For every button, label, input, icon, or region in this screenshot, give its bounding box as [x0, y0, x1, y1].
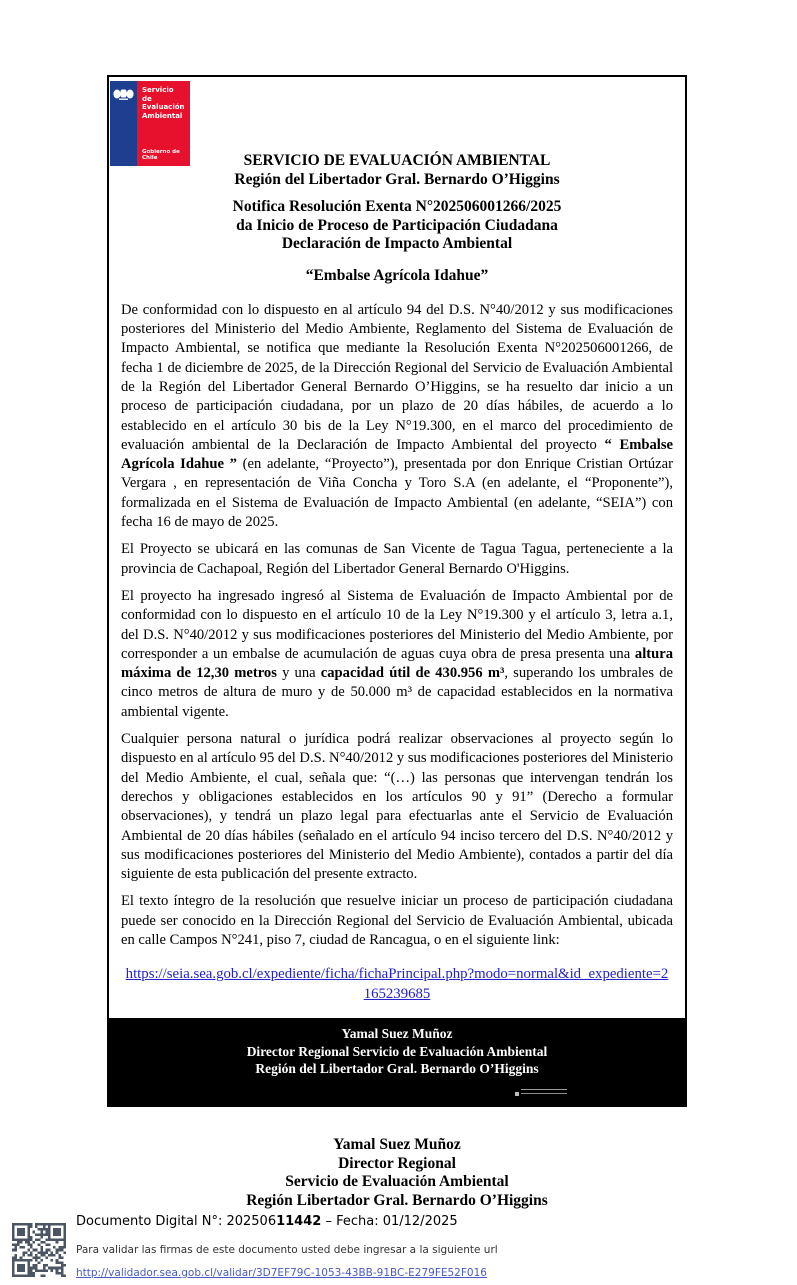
logo-service-name: Servicio de Evaluación Ambiental [142, 86, 185, 120]
validation-instruction: Para validar las firmas de este documento usted debe ingresar a la siguiente url [76, 1244, 498, 1256]
project-title: “Embalse Agrícola Idahue” [305, 266, 489, 284]
paragraph-5: El texto íntegro de la resolución que resuelve iniciar un proceso de participación ciudadana puede ser conocido en la Dirección Regional del Servicio de Evaluación Ambiental, ubicada en calle Campos N°241, piso 7, ciudad de Rancagua, o en el siguiente link: [121, 893, 673, 948]
logo-government-label: Gobierno de Chile [142, 149, 180, 161]
signer-org: Servicio de Evaluación Ambiental [285, 1173, 509, 1191]
paragraph-2: El Proyecto se ubicará en las comunas de San Vicente de Tagua Tagua, perteneciente a la provincia de Cachapoal, Región del Libertador General Bernardo O'Higgins. [121, 541, 673, 577]
qr-code [12, 1221, 66, 1279]
notice-line-3: Declaración de Impacto Ambiental [281, 235, 513, 253]
signature-block [107, 1136, 687, 1210]
signature-box-title: Director Regional Servicio de Evaluación Ambiental [246, 1043, 548, 1059]
logo-red-block [137, 81, 190, 166]
paragraph-1: De conformidad con lo dispuesto en al artículo 94 del D.S. N°40/2012 y sus modificaciones posteriores del Ministerio del Medio Ambiente, Reglamento del Sistema de Evaluación de Impacto Ambiental, se notifica que mediante la Resolución Exenta N°202506001266, de fecha 1 de diciembre de 2025, de la Dirección Regional del Servicio de Evaluación Ambiental de la Región del Libertador General Bernardo O’Higgins, se ha resuelto dar inicio a un proceso de participación ciudadana, por un plazo de 20 días hábiles, de acuerdo a lo establecido en el artículo 30 bis de la Ley N°19.300, en el marco del procedimiento de evaluación ambiental de la Declaración de Impacto Ambiental del proyecto “ Embalse Agrícola Idahue ” (en adelante, “Proyecto”), presentada por don Enrique Cristian Ortúzar Vergara , en representación de Viña Concha y Toro S.A (en adelante, el “Proponente”), formalizada en el Sistema de Evaluación de Impacto Ambiental (en adelante, “SEIA”) con fecha 16 de mayo de 2025. [121, 301, 673, 531]
paragraph-3: El proyecto ha ingresado ingresó al Sistema de Evaluación de Impacto Ambiental por de conformidad con lo dispuesto en el artículo 10 de la Ley N°19.300 y el artículo 3, letra a.1, del D.S. N°40/2012 y sus modificaciones posteriores del Ministerio del Medio Ambiente, por corresponder a un embalse de acumulación de aguas cuya obra de presa presenta una altura máxima de 12,30 metros y una capacidad útil de 430.956 m³, superando los umbrales de cinco metros de altura de muro y de 50.000 m³ de capacidad establecidos en la normativa ambiental vigente. [121, 587, 673, 720]
notice-line-2: da Inicio de Proceso de Participación Ciudadana [236, 216, 558, 234]
signature-box [109, 1018, 685, 1105]
signer-region: Región Libertador Gral. Bernardo O’Higgins [246, 1191, 548, 1209]
document-header [109, 151, 685, 189]
document-page [107, 75, 687, 1107]
digital-signature-stamp [515, 1089, 567, 1096]
paragraph-4: Cualquier persona natural o jurídica podrá realizar observaciones al proyecto según lo dispuesto en al artículo 95 del D.S. N°40/2012 y sus modificaciones posteriores del Ministerio del Medio Ambiente, el cual, señala que: “(…) las personas que intervengan tendrán los derechos y obligaciones establecidos en los artículos 90 y 91” (Derecho a formular observaciones), y tendrá un plazo legal para efectuarlas ante el Servicio de Evaluación Ambiental de 20 días hábiles (señalado en el artículo 94 inciso tercero del D.S. N°40/2012 y sus modificaciones posteriores del Ministerio del Medio Ambiente), contados a partir del día siguiente de esta publicación del presente extracto. [121, 731, 673, 883]
org-title: SERVICIO DE EVALUACIÓN AMBIENTAL [243, 152, 551, 169]
sea-logo [110, 81, 190, 166]
doc-number-line: Documento Digital N°: 20250611442 – Fecha: 01/12/2025 [76, 1214, 458, 1229]
logo-blue-stripe [110, 81, 137, 166]
notice-title [109, 198, 685, 254]
chile-coat-of-arms-icon [113, 86, 134, 102]
signature-box-region: Región del Libertador Gral. Bernardo O’Higgins [255, 1061, 539, 1077]
notice-line-1: Notifica Resolución Exenta N°202506001266/2025 [232, 198, 562, 215]
validator-link[interactable]: http://validador.sea.gob.cl/validar/3D7EF79C-1053-43BB-91BC-E279FE52F016 [76, 1267, 487, 1279]
signer-title: Director Regional [338, 1154, 456, 1172]
document-body [121, 301, 673, 1019]
signer-name: Yamal Suez Muñoz [333, 1136, 461, 1153]
signature-box-name: Yamal Suez Muñoz [341, 1026, 453, 1042]
org-region: Región del Libertador Gral. Bernardo O’Higgins [234, 171, 560, 188]
expediente-link[interactable]: https://seia.sea.gob.cl/expediente/ficha/fichaPrincipal.php?modo=normal&id_expediente=2165239685 [125, 966, 669, 1002]
